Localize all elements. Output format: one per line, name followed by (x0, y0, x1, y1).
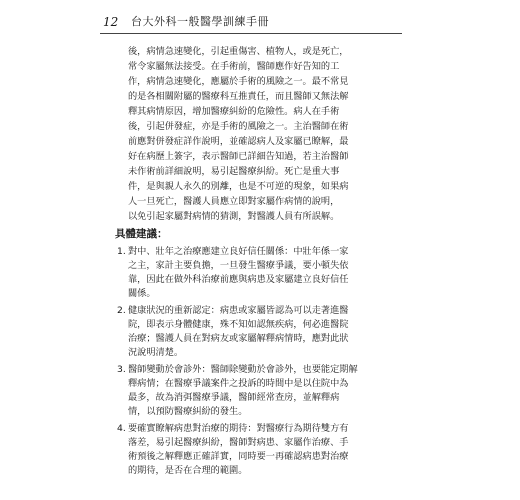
item-line: 健康狀況的重新認定：病患或家屬皆認為可以走著進醫 (128, 305, 349, 316)
item-line: 落差，易引起醫療糾紛，醫師對病患、家屬作治療、手 (128, 437, 349, 448)
item-number: 3. (117, 364, 126, 375)
item-line: 釋病情；在醫療爭議案件之投訴的時間中是以住院中為 (128, 378, 349, 389)
book-title: 台大外科一般醫學訓練手冊 (131, 15, 269, 28)
running-header (103, 12, 403, 32)
item-line: 術預後之解釋應正確詳實，同時要一再確認病患對治療 (128, 451, 349, 462)
item-line: 院，即表示身體健康，殊不知如認無疾病，何必進醫院 (128, 319, 349, 330)
item-line: 對中、壯年之治療應建立良好信任關係：中壯年係一家 (128, 246, 349, 257)
paragraph-line: 作，病情急速變化，應屬於手術的風險之一。最不常見 (128, 76, 349, 87)
section-heading: 具體建議： (115, 228, 168, 240)
paragraph-line: 的是各相關附屬的醫療科互推責任，而且醫師又無法解 (128, 91, 349, 102)
item-line: 醫師變動於會診外：醫師除變動於會診外，也要能定期解 (128, 364, 358, 375)
item-line: 之主，家計主要負擔，一旦發生醫療爭議，要小頓失依 (128, 260, 349, 271)
item-line: 靠，因此在做外科治療前應與病患及家屬建立良好信任 (128, 274, 349, 285)
item-line: 況說明清楚。 (128, 347, 184, 358)
page-number: 12 (103, 15, 119, 29)
item-line: 治療；醫護人員在對病友或家屬解釋病情時，應對此狀 (128, 333, 349, 344)
paragraph-line: 件，是與親人永久的別離，也是不可逆的現象，如果病 (128, 181, 349, 192)
item-line: 關係。 (128, 288, 156, 299)
paragraph-line: 好在病歷上簽字，表示醫師已詳細告知過，若主治醫師 (128, 151, 349, 162)
item-line: 最多，故為消弭醫療爭議，醫師經常查房，並解釋病 (128, 392, 340, 403)
header-rule (100, 33, 402, 34)
item-number: 4. (117, 423, 126, 434)
paragraph-line: 未作術前詳細說明，易引起醫療糾紛。死亡是重大事 (128, 166, 340, 177)
paragraph-line: 後，病情急速變化，引起重傷害、植物人，或是死亡， (128, 46, 349, 57)
paragraph-line: 前應對併發症詳作說明，並確認病人及家屬已瞭解，最 (128, 136, 349, 147)
item-line: 的期待，是否在合理的範圍。 (128, 465, 248, 476)
item-line: 情，以預防醫療糾紛的發生。 (128, 406, 248, 417)
paragraph-line: 釋其病情原因，增加醫療糾紛的危險性。病人在手術 (128, 106, 340, 117)
paragraph-line: 後，引起併發症，亦是手術的風險之一。主治醫師在術 (128, 121, 349, 132)
item-number: 2. (117, 305, 126, 316)
paragraph-line: 人一旦死亡，醫護人員應立即對家屬作病情的說明， (128, 196, 340, 207)
item-line: 要確實瞭解病患對治療的期待：對醫療行為期待雙方有 (128, 423, 349, 434)
item-number: 1. (117, 246, 126, 257)
paragraph-line: 以免引起家屬對病情的猜測，對醫護人員有所誤解。 (128, 211, 340, 222)
paragraph-line: 常令家屬無法接受。在手術前，醫師應作好告知的工 (128, 61, 340, 72)
